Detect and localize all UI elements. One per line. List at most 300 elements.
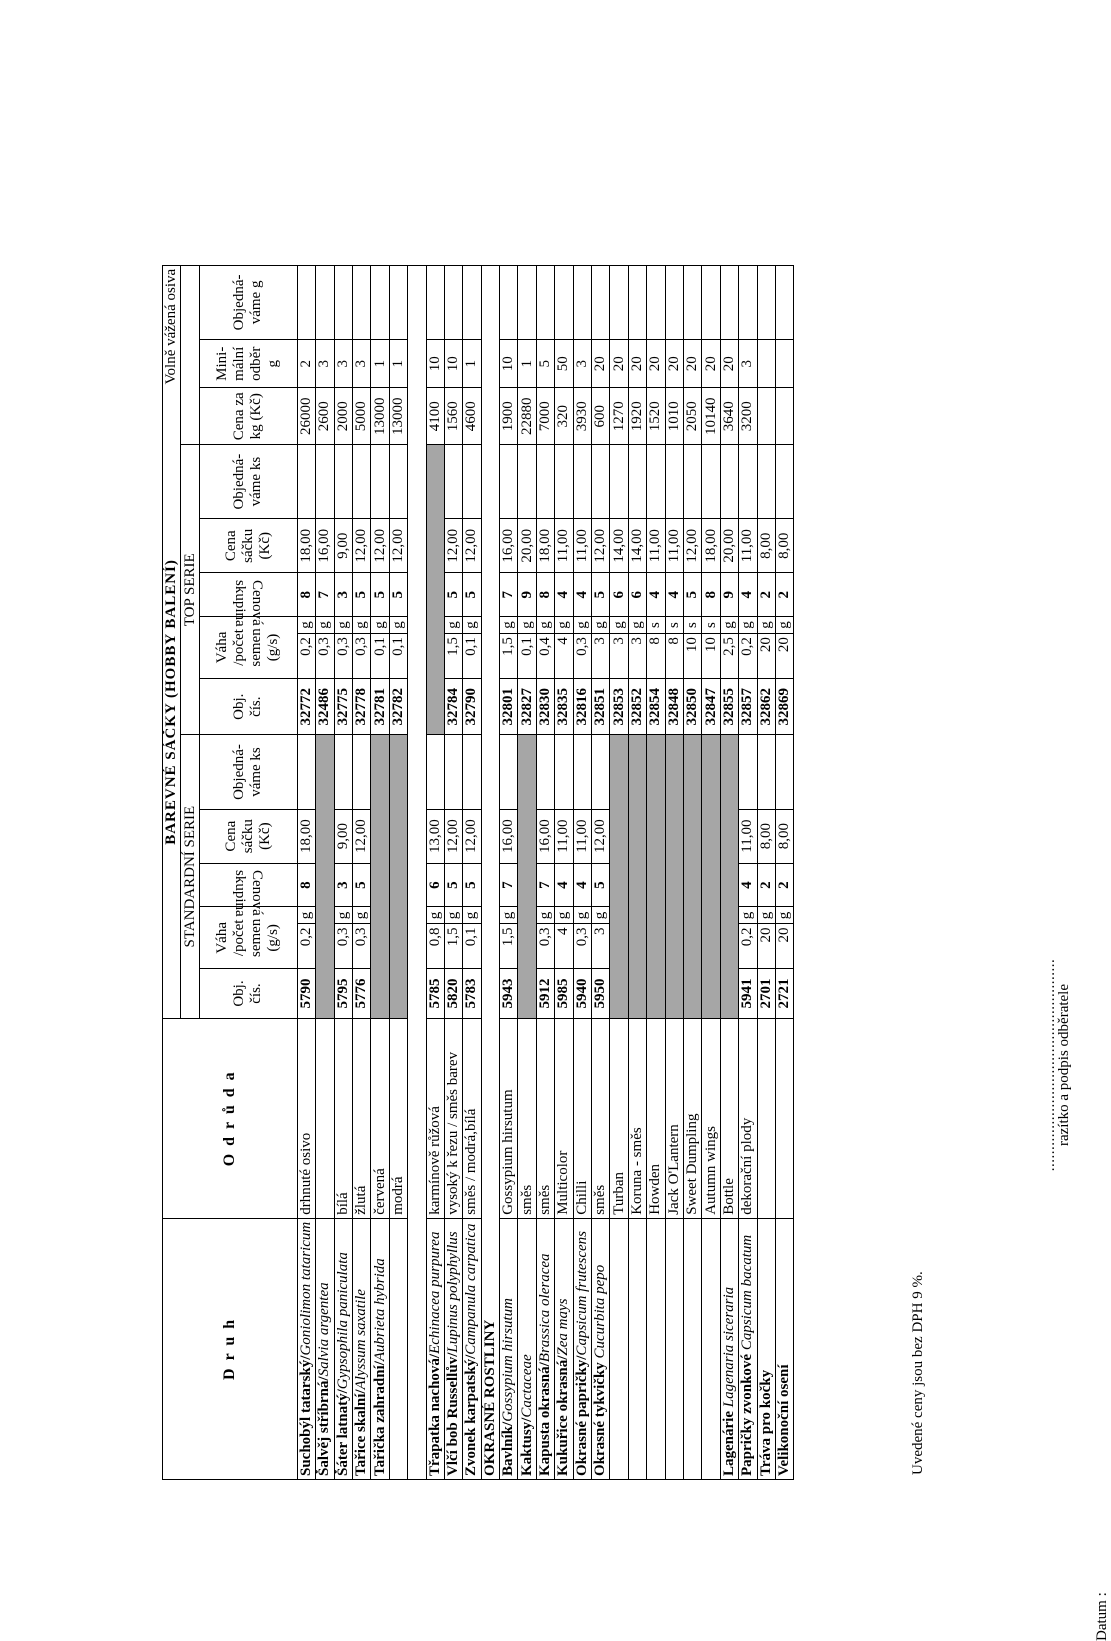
standard-unit: g (555, 907, 573, 924)
bulk-order-field[interactable] (536, 265, 554, 339)
standard-unavailable (647, 735, 665, 1018)
standard-order-field[interactable] (739, 735, 757, 809)
standard-order-field[interactable] (555, 735, 573, 809)
table-row (426, 265, 444, 1479)
top-order-field[interactable] (297, 445, 315, 519)
top-price-group: 8 (536, 573, 554, 617)
bulk-order-field[interactable] (352, 265, 370, 339)
top-order-field[interactable] (610, 445, 628, 519)
bulk-price-per-kg: 2050 (683, 388, 701, 445)
bulk-price-per-kg: 4100 (426, 388, 444, 445)
druh-cell (500, 1218, 518, 1479)
top-packet-price: 12,00 (352, 519, 370, 573)
top-packet-price: 11,00 (739, 519, 757, 573)
top-order-field[interactable] (316, 445, 334, 519)
table-row (518, 265, 536, 1479)
table-row (665, 265, 683, 1479)
top-unit: g (463, 617, 481, 634)
standard-price-group: 2 (757, 863, 775, 907)
bulk-order-field[interactable] (463, 265, 481, 339)
standard-packet-price: 12,00 (463, 809, 481, 863)
top-order-field[interactable] (334, 445, 352, 519)
table-row (628, 265, 646, 1479)
top-unit: g (389, 617, 407, 634)
top-order-field[interactable] (628, 445, 646, 519)
standard-packet-price: 11,00 (555, 809, 573, 863)
odruda-cell: žlutá (352, 1018, 370, 1218)
bulk-order-field[interactable] (518, 265, 536, 339)
top-unit: g (444, 617, 462, 634)
odruda-cell: Turban (610, 1018, 628, 1218)
druh-cell (739, 1218, 757, 1479)
bulk-order-field[interactable] (610, 265, 628, 339)
standard-obj-number: 5795 (334, 969, 352, 1019)
standard-price-group: 5 (592, 863, 610, 907)
standard-obj-number: 5820 (444, 969, 462, 1019)
bulk-price-per-kg: 3640 (720, 388, 738, 445)
header-objednavame-g: Objedná-váme g (199, 265, 297, 339)
top-unit: g (555, 617, 573, 634)
header-min-odber: Mini-mální odběr g (199, 339, 297, 388)
druh-common-name: Lagenárie (720, 1407, 737, 1476)
standard-packet-price: 16,00 (500, 809, 518, 863)
header-cena-top: Cena sáčku (Kč) (199, 519, 297, 573)
druh-common-name: Třapatka nachová/ (426, 1353, 443, 1476)
table-row (334, 265, 352, 1479)
bulk-order-field[interactable] (757, 265, 775, 339)
top-obj-number: 32848 (665, 678, 683, 735)
top-obj-number: 32486 (316, 678, 334, 735)
druh-cell (297, 1218, 315, 1479)
bulk-min-order: 3 (334, 339, 352, 388)
standard-unit: g (500, 907, 518, 924)
top-packet-price: 14,00 (628, 519, 646, 573)
table-row (316, 265, 334, 1479)
top-order-field[interactable] (757, 445, 775, 519)
top-weight: 0,4 (536, 634, 554, 679)
druh-cell (610, 1218, 628, 1479)
druh-latin-name: Cucurbita pepo (592, 1264, 609, 1359)
top-order-field[interactable] (775, 445, 793, 519)
odruda-cell: červená (371, 1018, 389, 1218)
standard-weight: 0,1 (463, 924, 481, 969)
table-row (739, 265, 757, 1479)
top-weight: 2,5 (720, 634, 738, 679)
druh-latin-name: Goniolimon tataricum (297, 1221, 314, 1356)
header-cena-kg: Cena za kg (Kč) (199, 388, 297, 445)
top-obj-number: 32775 (334, 678, 352, 735)
druh-latin-name: Capsicum frutescens (573, 1230, 590, 1356)
standard-packet-price: 18,00 (297, 809, 315, 863)
top-price-group: 5 (683, 573, 701, 617)
bulk-order-field[interactable] (555, 265, 573, 339)
standard-unit: g (426, 907, 444, 924)
standard-packet-price: 8,00 (757, 809, 775, 863)
top-obj-number: 32853 (610, 678, 628, 735)
bulk-order-field[interactable] (592, 265, 610, 339)
table-row (555, 265, 573, 1479)
odruda-cell: Multicolor (555, 1018, 573, 1218)
standard-weight: 0,3 (352, 924, 370, 969)
standard-unavailable (665, 735, 683, 1018)
bulk-order-field[interactable] (334, 265, 352, 339)
druh-latin-name: Echinacea purpurea (426, 1231, 443, 1354)
header-vaha-top: Váha /počet semen (g/s) (199, 617, 297, 679)
standard-order-field[interactable] (352, 735, 370, 809)
top-price-group: 6 (610, 573, 628, 617)
top-order-field[interactable] (573, 445, 591, 519)
table-row (408, 265, 426, 1479)
standard-unavailable (610, 735, 628, 1018)
top-order-field[interactable] (592, 445, 610, 519)
bulk-price-per-kg: 4600 (463, 388, 481, 445)
bulk-order-field[interactable] (573, 265, 591, 339)
standard-price-group: 2 (775, 863, 793, 907)
standard-order-field[interactable] (592, 735, 610, 809)
top-weight: 3 (610, 634, 628, 679)
bulk-order-field[interactable] (647, 265, 665, 339)
standard-obj-number: 5783 (463, 969, 481, 1019)
druh-cell (720, 1218, 738, 1479)
druh-cell (683, 1218, 701, 1479)
top-unit: g (628, 617, 646, 634)
druh-common-name: Bavlník/ (500, 1421, 517, 1476)
top-order-field[interactable] (683, 445, 701, 519)
druh-cell (592, 1218, 610, 1479)
top-order-field[interactable] (647, 445, 665, 519)
table-row (702, 265, 720, 1479)
top-obj-number: 32851 (592, 678, 610, 735)
top-packet-price: 12,00 (683, 519, 701, 573)
standard-packet-price: 12,00 (444, 809, 462, 863)
standard-order-field[interactable] (775, 735, 793, 809)
druh-latin-name: Brassica oleracea (537, 1253, 554, 1363)
druh-common-name: Vlčí bob Russellův/ (445, 1352, 462, 1476)
top-packet-price: 16,00 (500, 519, 518, 573)
druh-cell (316, 1218, 334, 1479)
odruda-cell: modrá (389, 1018, 407, 1218)
table-row (371, 265, 389, 1479)
top-packet-price: 16,00 (316, 519, 334, 573)
druh-common-name: Zvonek karpatský/ (463, 1354, 480, 1476)
top-price-group: 5 (352, 573, 370, 617)
standard-order-field[interactable] (463, 735, 481, 809)
top-order-field[interactable] (518, 445, 536, 519)
top-order-field[interactable] (371, 445, 389, 519)
standard-price-group: 6 (426, 863, 444, 907)
top-weight: 1,5 (500, 634, 518, 679)
bulk-order-field[interactable] (683, 265, 701, 339)
page-title: BAREVNÉ SÁČKY (HOBBY BALENÍ) Volně vážená osiva (163, 265, 181, 1018)
druh-cell (775, 1218, 793, 1479)
standard-order-field[interactable] (757, 735, 775, 809)
table-row (389, 265, 407, 1479)
standard-weight: 4 (555, 924, 573, 969)
standard-unit: g (757, 907, 775, 924)
standard-unavailable (683, 735, 701, 1018)
table-row (592, 265, 610, 1479)
signature-line: .................................................. (1042, 958, 1058, 1172)
top-packet-price: 18,00 (536, 519, 554, 573)
top-unit: g (518, 617, 536, 634)
top-unit: s (702, 617, 720, 634)
standard-weight: 1,5 (500, 924, 518, 969)
bulk-min-order: 2 (297, 339, 315, 388)
druh-latin-name: Salvia argentea (316, 1282, 333, 1377)
bulk-order-field[interactable] (444, 265, 462, 339)
standard-weight: 1,5 (444, 924, 462, 969)
table-row (610, 265, 628, 1479)
odruda-cell: vysoký k řezu / směs barev (444, 1018, 462, 1218)
top-unit: g (757, 617, 775, 634)
top-weight: 0,3 (316, 634, 334, 679)
top-unit: s (683, 617, 701, 634)
top-unit: g (573, 617, 591, 634)
druh-cell (352, 1218, 370, 1479)
top-order-field[interactable] (463, 445, 481, 519)
bulk-order-field[interactable] (371, 265, 389, 339)
top-order-field[interactable] (555, 445, 573, 519)
standard-weight: 0,8 (426, 924, 444, 969)
standard-price-group: 4 (573, 863, 591, 907)
odruda-cell: Howden (647, 1018, 665, 1218)
standard-unit: g (297, 907, 315, 924)
standard-unit: g (352, 907, 370, 924)
header-cena-standard: Cena sáčku (Kč) (199, 809, 297, 863)
header-obj-top: Obj. čís. (199, 678, 297, 735)
top-price-group: 5 (371, 573, 389, 617)
top-price-group: 8 (297, 573, 315, 617)
top-unit: g (775, 617, 793, 634)
druh-cell (647, 1218, 665, 1479)
top-price-group: 9 (518, 573, 536, 617)
druh-cell (628, 1218, 646, 1479)
standard-price-group: 5 (463, 863, 481, 907)
druh-common-name: Tráva pro kočky (757, 1369, 774, 1476)
row-gap (408, 265, 426, 1479)
top-unit: g (316, 617, 334, 634)
top-unit: g (720, 617, 738, 634)
top-price-group: 7 (316, 573, 334, 617)
bulk-min-order: 10 (444, 339, 462, 388)
bulk-order-field[interactable] (665, 265, 683, 339)
standard-unit: g (739, 907, 757, 924)
standard-order-field[interactable] (500, 735, 518, 809)
odruda-cell: Gossypium hirsutum (500, 1018, 518, 1218)
bulk-order-field[interactable] (389, 265, 407, 339)
bulk-min-order: 20 (647, 339, 665, 388)
header-obj-standard: Obj. čís. (199, 969, 297, 1019)
top-weight: 0,3 (352, 634, 370, 679)
top-weight: 0,1 (518, 634, 536, 679)
top-packet-price: 12,00 (592, 519, 610, 573)
top-price-group: 5 (463, 573, 481, 617)
top-unit: g (352, 617, 370, 634)
header-cenova-standard: Cenová skupina (199, 863, 297, 907)
bulk-price-per-kg: 2600 (316, 388, 334, 445)
standard-obj-number: 5912 (536, 969, 554, 1019)
bulk-order-field[interactable] (500, 265, 518, 339)
standard-price-group: 3 (334, 863, 352, 907)
standard-obj-number: 5985 (555, 969, 573, 1019)
standard-obj-number: 5790 (297, 969, 315, 1019)
druh-cell (444, 1218, 462, 1479)
top-weight: 0,2 (739, 634, 757, 679)
odruda-cell: Bottle (720, 1018, 738, 1218)
odruda-cell: karmínově růžová (426, 1018, 444, 1218)
top-order-field[interactable] (500, 445, 518, 519)
druh-common-name: Tařice skalní/ (353, 1389, 370, 1476)
top-order-field[interactable] (739, 445, 757, 519)
top-price-group: 2 (757, 573, 775, 617)
bulk-price-per-kg: 1920 (628, 388, 646, 445)
druh-latin-name: Zea mays (555, 1298, 572, 1356)
standard-weight: 20 (775, 924, 793, 969)
bulk-min-order: 20 (720, 339, 738, 388)
standard-unit: g (463, 907, 481, 924)
bulk-min-order: 3 (316, 339, 334, 388)
bulk-price-per-kg: 320 (555, 388, 573, 445)
top-weight: 10 (702, 634, 720, 679)
price-table (162, 265, 794, 1480)
bulk-min-order: 3 (352, 339, 370, 388)
top-packet-price: 11,00 (555, 519, 573, 573)
odruda-cell: dekorační plody (739, 1018, 757, 1218)
standard-order-field[interactable] (444, 735, 462, 809)
bulk-price-per-kg: 600 (592, 388, 610, 445)
signature-block (1044, 950, 1073, 1180)
druh-cell (665, 1218, 683, 1479)
top-packet-price: 20,00 (720, 519, 738, 573)
bulk-price-per-kg: 3930 (573, 388, 591, 445)
bulk-order-field[interactable] (628, 265, 646, 339)
top-packet-price: 9,00 (334, 519, 352, 573)
top-order-field[interactable] (536, 445, 554, 519)
top-weight: 1,5 (444, 634, 462, 679)
top-unit: g (500, 617, 518, 634)
top-obj-number: 32778 (352, 678, 370, 735)
top-obj-number: 32857 (739, 678, 757, 735)
top-price-group: 7 (500, 573, 518, 617)
standard-order-field[interactable] (536, 735, 554, 809)
bulk-min-order: 20 (683, 339, 701, 388)
bulk-order-field[interactable] (316, 265, 334, 339)
bulk-price-per-kg: 1560 (444, 388, 462, 445)
druh-latin-name: Campanula carpatica (463, 1223, 480, 1355)
bulk-price-per-kg: 1010 (665, 388, 683, 445)
bulk-min-order: 1 (518, 339, 536, 388)
standard-unavailable (702, 735, 720, 1018)
standard-packet-price: 16,00 (536, 809, 554, 863)
table-row (775, 265, 793, 1479)
odruda-cell (775, 1018, 793, 1218)
table-row (500, 265, 518, 1479)
top-order-field[interactable] (444, 445, 462, 519)
odruda-cell: směs / modrá,bílá (463, 1018, 481, 1218)
top-unit: g (739, 617, 757, 634)
bulk-order-field[interactable] (775, 265, 793, 339)
standard-price-group: 8 (297, 863, 315, 907)
top-obj-number: 32852 (628, 678, 646, 735)
bulk-min-order: 5 (536, 339, 554, 388)
table-row (352, 265, 370, 1479)
bulk-price-per-kg: 1900 (500, 388, 518, 445)
bulk-price-per-kg (775, 388, 793, 445)
bulk-price-per-kg: 1520 (647, 388, 665, 445)
top-weight: 0,3 (573, 634, 591, 679)
bulk-order-field[interactable] (720, 265, 738, 339)
druh-common-name: Kukuřice okrasná/ (555, 1355, 572, 1476)
bulk-order-field[interactable] (739, 265, 757, 339)
top-order-field[interactable] (702, 445, 720, 519)
bulk-price-per-kg (757, 388, 775, 445)
odruda-cell: drhnuté osivo (297, 1018, 315, 1218)
standard-obj-number: 2721 (775, 969, 793, 1019)
top-price-group: 4 (555, 573, 573, 617)
top-obj-number: 32781 (371, 678, 389, 735)
table-row (463, 265, 481, 1479)
top-obj-number: 32790 (463, 678, 481, 735)
standard-packet-price: 12,00 (352, 809, 370, 863)
standard-price-group: 5 (444, 863, 462, 907)
bulk-order-field[interactable] (297, 265, 315, 339)
top-price-group: 4 (739, 573, 757, 617)
druh-common-name: Papričky zvonkové (739, 1350, 756, 1476)
top-packet-price: 8,00 (775, 519, 793, 573)
standard-order-field[interactable] (334, 735, 352, 809)
bulk-order-field[interactable] (702, 265, 720, 339)
bulk-price-per-kg: 7000 (536, 388, 554, 445)
top-unit: s (665, 617, 683, 634)
standard-order-field[interactable] (297, 735, 315, 809)
standard-weight: 0,3 (573, 924, 591, 969)
top-packet-price: 18,00 (297, 519, 315, 573)
bulk-price-per-kg: 3200 (739, 388, 757, 445)
top-weight: 10 (683, 634, 701, 679)
table-row (720, 265, 738, 1479)
standard-obj-number: 5950 (592, 969, 610, 1019)
top-unit: s (647, 617, 665, 634)
top-order-field[interactable] (665, 445, 683, 519)
top-obj-number: 32782 (389, 678, 407, 735)
bulk-order-field[interactable] (426, 265, 444, 339)
standard-obj-number: 5785 (426, 969, 444, 1019)
standard-unit: g (444, 907, 462, 924)
top-order-field[interactable] (352, 445, 370, 519)
bulk-price-per-kg: 2000 (334, 388, 352, 445)
top-obj-number: 32855 (720, 678, 738, 735)
header-druh: D r u h (163, 1218, 298, 1479)
top-order-field[interactable] (720, 445, 738, 519)
top-order-field[interactable] (389, 445, 407, 519)
price-list-sheet (162, 265, 1110, 1641)
top-packet-price: 18,00 (702, 519, 720, 573)
standard-unit: g (573, 907, 591, 924)
standard-order-field[interactable] (426, 735, 444, 809)
top-packet-price: 12,00 (463, 519, 481, 573)
top-obj-number: 32850 (683, 678, 701, 735)
standard-price-group: 4 (555, 863, 573, 907)
top-obj-number: 32772 (297, 678, 315, 735)
standard-unavailable (371, 735, 389, 1018)
standard-weight: 0,2 (739, 924, 757, 969)
standard-order-field[interactable] (573, 735, 591, 809)
standard-weight: 20 (757, 924, 775, 969)
odruda-cell: Jack O'Lantern (665, 1018, 683, 1218)
top-price-group: 5 (389, 573, 407, 617)
top-price-group: 8 (702, 573, 720, 617)
top-packet-price: 20,00 (518, 519, 536, 573)
